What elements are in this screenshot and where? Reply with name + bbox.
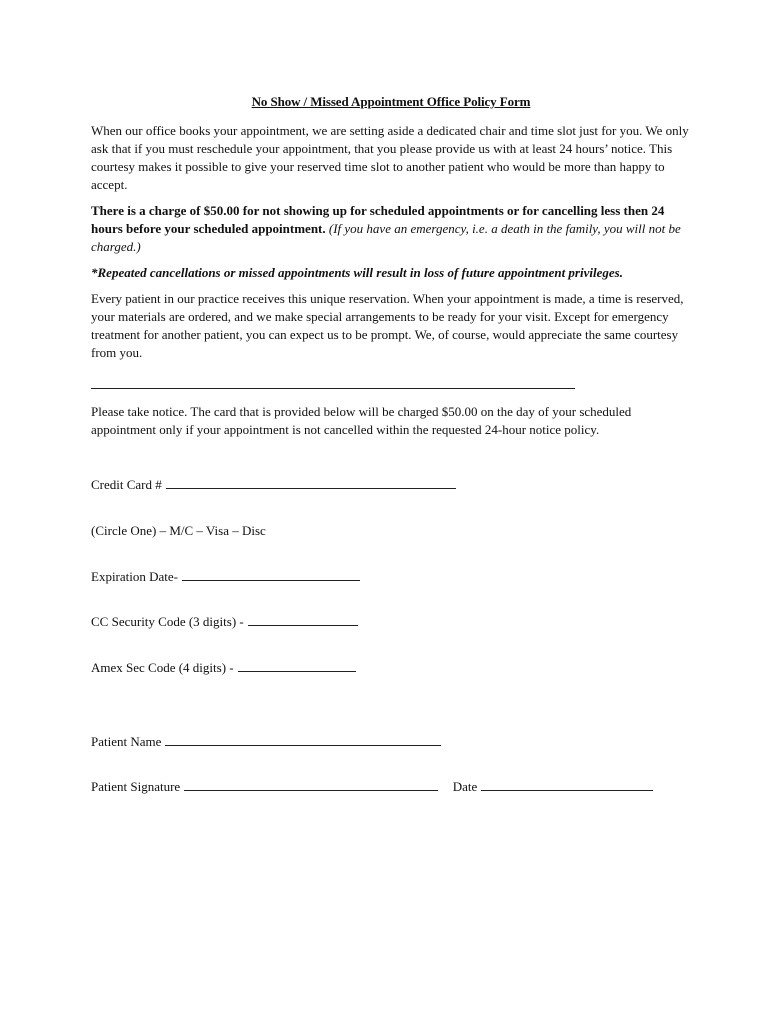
credit-card-label: Credit Card # xyxy=(91,477,162,492)
patient-signature-blank[interactable] xyxy=(184,778,438,791)
credit-card-field[interactable] xyxy=(91,476,456,494)
cc-security-code-label: CC Security Code (3 digits) - xyxy=(91,614,244,629)
date-label: Date xyxy=(452,779,478,794)
expiration-date-label: Expiration Date- xyxy=(91,569,178,584)
card-type-field[interactable] xyxy=(91,522,266,540)
fields-area xyxy=(91,0,691,1024)
amex-security-code-field[interactable] xyxy=(91,659,356,677)
form-title: No Show / Missed Appointment Office Policy Form xyxy=(251,94,531,109)
expiration-date-blank[interactable] xyxy=(182,568,360,581)
patient-name-blank[interactable] xyxy=(165,733,441,746)
amex-security-code-blank[interactable] xyxy=(238,659,356,672)
credit-card-blank[interactable] xyxy=(166,476,456,489)
emergency-note: (If you have an emergency, i.e. a death in the family, you will not be charged.) xyxy=(91,221,681,254)
expiration-date-field[interactable] xyxy=(91,568,360,586)
reservation-paragraph: Every patient in our practice receives this unique reservation. When your appointment is made, a time is reserved, your materials are ordered, and we make special arrangements to be ready for your visit. Except for emergency treatment for another patient, you can expect us to be prompt. We, of course, would appreciate the same courtesy from you. xyxy=(91,291,684,360)
patient-name-label: Patient Name xyxy=(91,734,162,749)
patient-signature-label: Patient Signature xyxy=(91,779,181,794)
charge-text: There is a charge of $50.00 for not showing up for scheduled appointments or for cancelling less then 24 hours before your scheduled appointment. xyxy=(91,203,665,236)
cc-security-code-blank[interactable] xyxy=(248,613,358,626)
intro-paragraph: When our office books your appointment, we are setting aside a dedicated chair and time slot just for you. We only ask that if you must reschedule your appointment, that you please provide us with at least 24 hours’ notice. This courtesy makes it possible to give your reserved time slot to another patient who would be more than happy to accept. xyxy=(91,123,689,192)
patient-name-field[interactable] xyxy=(91,733,441,751)
date-blank[interactable] xyxy=(481,778,653,791)
patient-signature-field[interactable] xyxy=(91,778,653,796)
repeated-cancellations-note: *Repeated cancellations or missed appointments will result in loss of future appointment privileges. xyxy=(91,265,623,280)
notice-paragraph: Please take notice. The card that is provided below will be charged $50.00 on the day of your scheduled appointment only if your appointment is not cancelled within the requested 24-hour notice policy. xyxy=(91,404,632,437)
cc-security-code-field[interactable] xyxy=(91,613,358,631)
amex-security-code-label: Amex Sec Code (4 digits) - xyxy=(91,660,234,675)
card-type-label: (Circle One) – M/C – Visa – Disc xyxy=(91,523,266,538)
